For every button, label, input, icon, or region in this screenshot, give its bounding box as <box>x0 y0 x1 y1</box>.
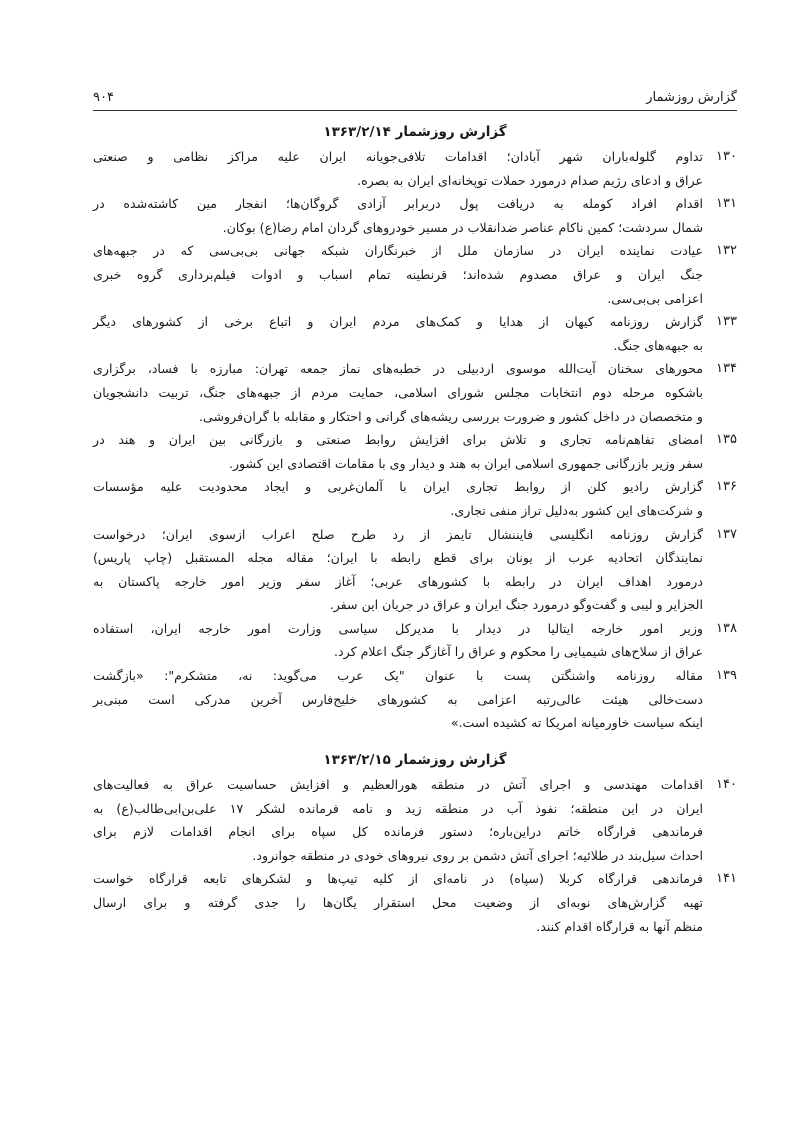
list-item <box>93 664 737 735</box>
item-text-line: باشکوه مرحله دوم انتخابات مجلس شورای اسلامی، حمایت مردم از جبهه‌های جنگ، تربیت دانشجویان <box>93 384 703 400</box>
list-item <box>93 310 737 357</box>
item-number: ۱۴۱ <box>716 871 737 887</box>
item-text-line: عیادت نماینده ایران در سازمان ملل از خبرنگاران شبکه جهانی بی‌بی‌سی که در جبهه‌های <box>93 243 703 259</box>
list-item <box>93 145 737 192</box>
item-text-line: به جبهه‌های جنگ. <box>613 337 703 353</box>
list-item <box>93 773 737 867</box>
item-text-line: گزارش رادیو کلن از روابط تجاری ایران با آلمان‌غربی و ایجاد محدودیت علیه مؤسسات <box>93 479 703 495</box>
item-number: ۱۳۲ <box>716 243 737 259</box>
item-text-line: و شرکت‌های این کشور به‌دلیل تراز منفی تجاری. <box>450 502 703 518</box>
item-text-line: تهیه گزارش‌های نوبه‌ای از وضعیت محل استقرار یگان‌ها را جدی گرفته و برای ارسال <box>93 894 703 910</box>
item-number: ۱۳۳ <box>716 314 737 330</box>
running-header-title: گزارش روزشمار <box>646 90 737 105</box>
item-text-line: فرماندهی قرارگاه خاتم دراین‌باره؛ دستور فرمانده کل سپاه برای انجام اقدامات لازم برای <box>93 824 703 840</box>
item-text-line: دست‌خالی هیئت عالی‌رتبه اعزامی به کشورهای خلیج‌فارس آخرین مدرکی است مبنی‌بر <box>93 691 703 707</box>
item-text-line: امضای تفاهم‌نامه تجاری و تلاش برای افزایش روابط صنعتی و بازرگانی بین ایران و هند در <box>93 432 703 448</box>
item-text-line: منظم آنها به قرارگاه اقدام کنند. <box>536 918 703 934</box>
item-number: ۱۳۸ <box>716 620 737 636</box>
list-item <box>93 192 737 239</box>
section-heading: گزارش روزشمار ۱۳۶۳/۲/۱۴ <box>323 124 507 140</box>
item-text-line: ایران در این منطقه؛ نفوذ آب در منطقه زید و نامه فرمانده لشکر ۱۷ علی‌بن‌ابی‌طالب(ع) به <box>93 800 703 816</box>
item-text-line: و متخصصان در داخل کشور و ضرورت بررسی ریشه‌های گرانی و احتکار و مقابله با گران‌فروشی. <box>199 408 703 424</box>
page-number: ۹۰۴ <box>93 90 114 105</box>
list-item <box>93 617 737 664</box>
item-text-line: اقدامات مهندسی و اجرای آتش در منطقه هورالعظیم و افزایش حساسیت عراق به فعالیت‌های <box>93 777 703 792</box>
item-text-line: فرماندهی قرارگاه کربلا (سپاه) در نامه‌ای از کلیه تیپ‌ها و لشکرهای تابعه قرارگاه خواست <box>93 871 703 887</box>
list-item <box>93 428 737 475</box>
report-section <box>93 120 737 735</box>
item-text-line: وزیر امور خارجه ایتالیا در دیدار با مدیرکل سیاسی وزارت امور خارجه ایران، استفاده <box>93 620 703 636</box>
item-text-line: شمال سردشت؛ کمین ناکام عناصر ضدانقلاب در مسیر خودروهای گردان امام رضا(ع) بوکان. <box>222 219 703 235</box>
item-text-line: محورهای سخنان آیت‌الله موسوی اردبیلی در خطبه‌های نماز جمعه تهران: مبارزه با فساد، برگزاری <box>93 361 703 377</box>
item-text-line: عراق و ادعای رژیم صدام درمورد حملات توپخانه‌ای ایران به بصره. <box>357 172 703 188</box>
item-text-line: احداث سیل‌بند در طلائیه؛ اجرای آتش دشمن بر روی نیروهای خودی در منطقه جوانرود. <box>252 847 703 863</box>
section-heading: گزارش روزشمار ۱۳۶۳/۲/۱۵ <box>323 752 507 768</box>
running-header <box>93 88 737 111</box>
item-text-line: جنگ ایران و عراق مصدوم شده‌اند؛ قرنطینه تمام اسباب و ادوات فیلم‌برداری گروه خبری <box>93 266 703 282</box>
item-number: ۱۳۵ <box>716 432 737 448</box>
list-item <box>93 357 737 428</box>
list-item <box>93 239 737 310</box>
item-text-line: گزارش روزنامه کیهان از هدایا و کمک‌های مردم ایران و اتباع برخی از کشورهای دیگر <box>93 314 703 330</box>
item-number: ۱۳۴ <box>716 361 737 377</box>
list-item <box>93 523 737 617</box>
list-item <box>93 867 737 938</box>
item-text-line: اینکه سیاست خاورمیانه امریکا ته کشیده است.» <box>450 715 703 731</box>
item-number: ۱۳۷ <box>716 526 737 542</box>
item-text-line: درمورد اهداف ایران در رابطه با کشورهای عربی؛ آغاز سفر وزیر امور خارجه پاکستان به <box>93 573 703 589</box>
item-text-line: گزارش روزنامه انگلیسی فایننشال تایمز از رد طرح صلح اعراب ازسوی ایران؛ درخواست <box>93 526 703 542</box>
list-item <box>93 475 737 522</box>
item-text-line: اقدام افراد کومله به دریافت پول دربرابر آزادی گروگان‌ها؛ انفجار مین کاشته‌شده در <box>93 196 703 212</box>
item-text-line: مقاله روزنامه واشنگتن پست با عنوان "یک عرب می‌گوید: نه، متشکرم": «بازگشت <box>93 668 703 684</box>
item-number: ۱۳۱ <box>716 196 737 212</box>
item-text-line: تداوم گلوله‌باران شهر آبادان؛ اقدامات تلافی‌جویانه ایران علیه مراکز نظامی و صنعتی <box>93 149 703 164</box>
item-text-line: اعزامی بی‌بی‌سی. <box>607 290 703 306</box>
item-text-line: نمایندگان اتحادیه عرب از یونان برای قطع رابطه با ایران؛ مقاله مجله المستقبل (چاپ پاریس) <box>93 550 703 566</box>
item-number: ۱۴۰ <box>716 777 737 792</box>
item-number: ۱۳۹ <box>716 668 737 684</box>
item-number: ۱۳۶ <box>716 479 737 495</box>
report-section <box>93 748 737 938</box>
item-text-line: الجزایر و لیبی و گفت‌وگو درمورد جنگ ایران و عراق در جریان این سفر. <box>329 597 703 613</box>
item-text-line: سفر وزیر بازرگانی جمهوری اسلامی ایران به هند و دیدار وی با مقامات اقتصادی این کشور. <box>228 455 703 471</box>
item-text-line: عراق از سلاح‌های شیمیایی را محکوم و عراق را آغازگر جنگ اعلام کرد. <box>334 644 703 660</box>
item-number: ۱۳۰ <box>716 149 737 164</box>
